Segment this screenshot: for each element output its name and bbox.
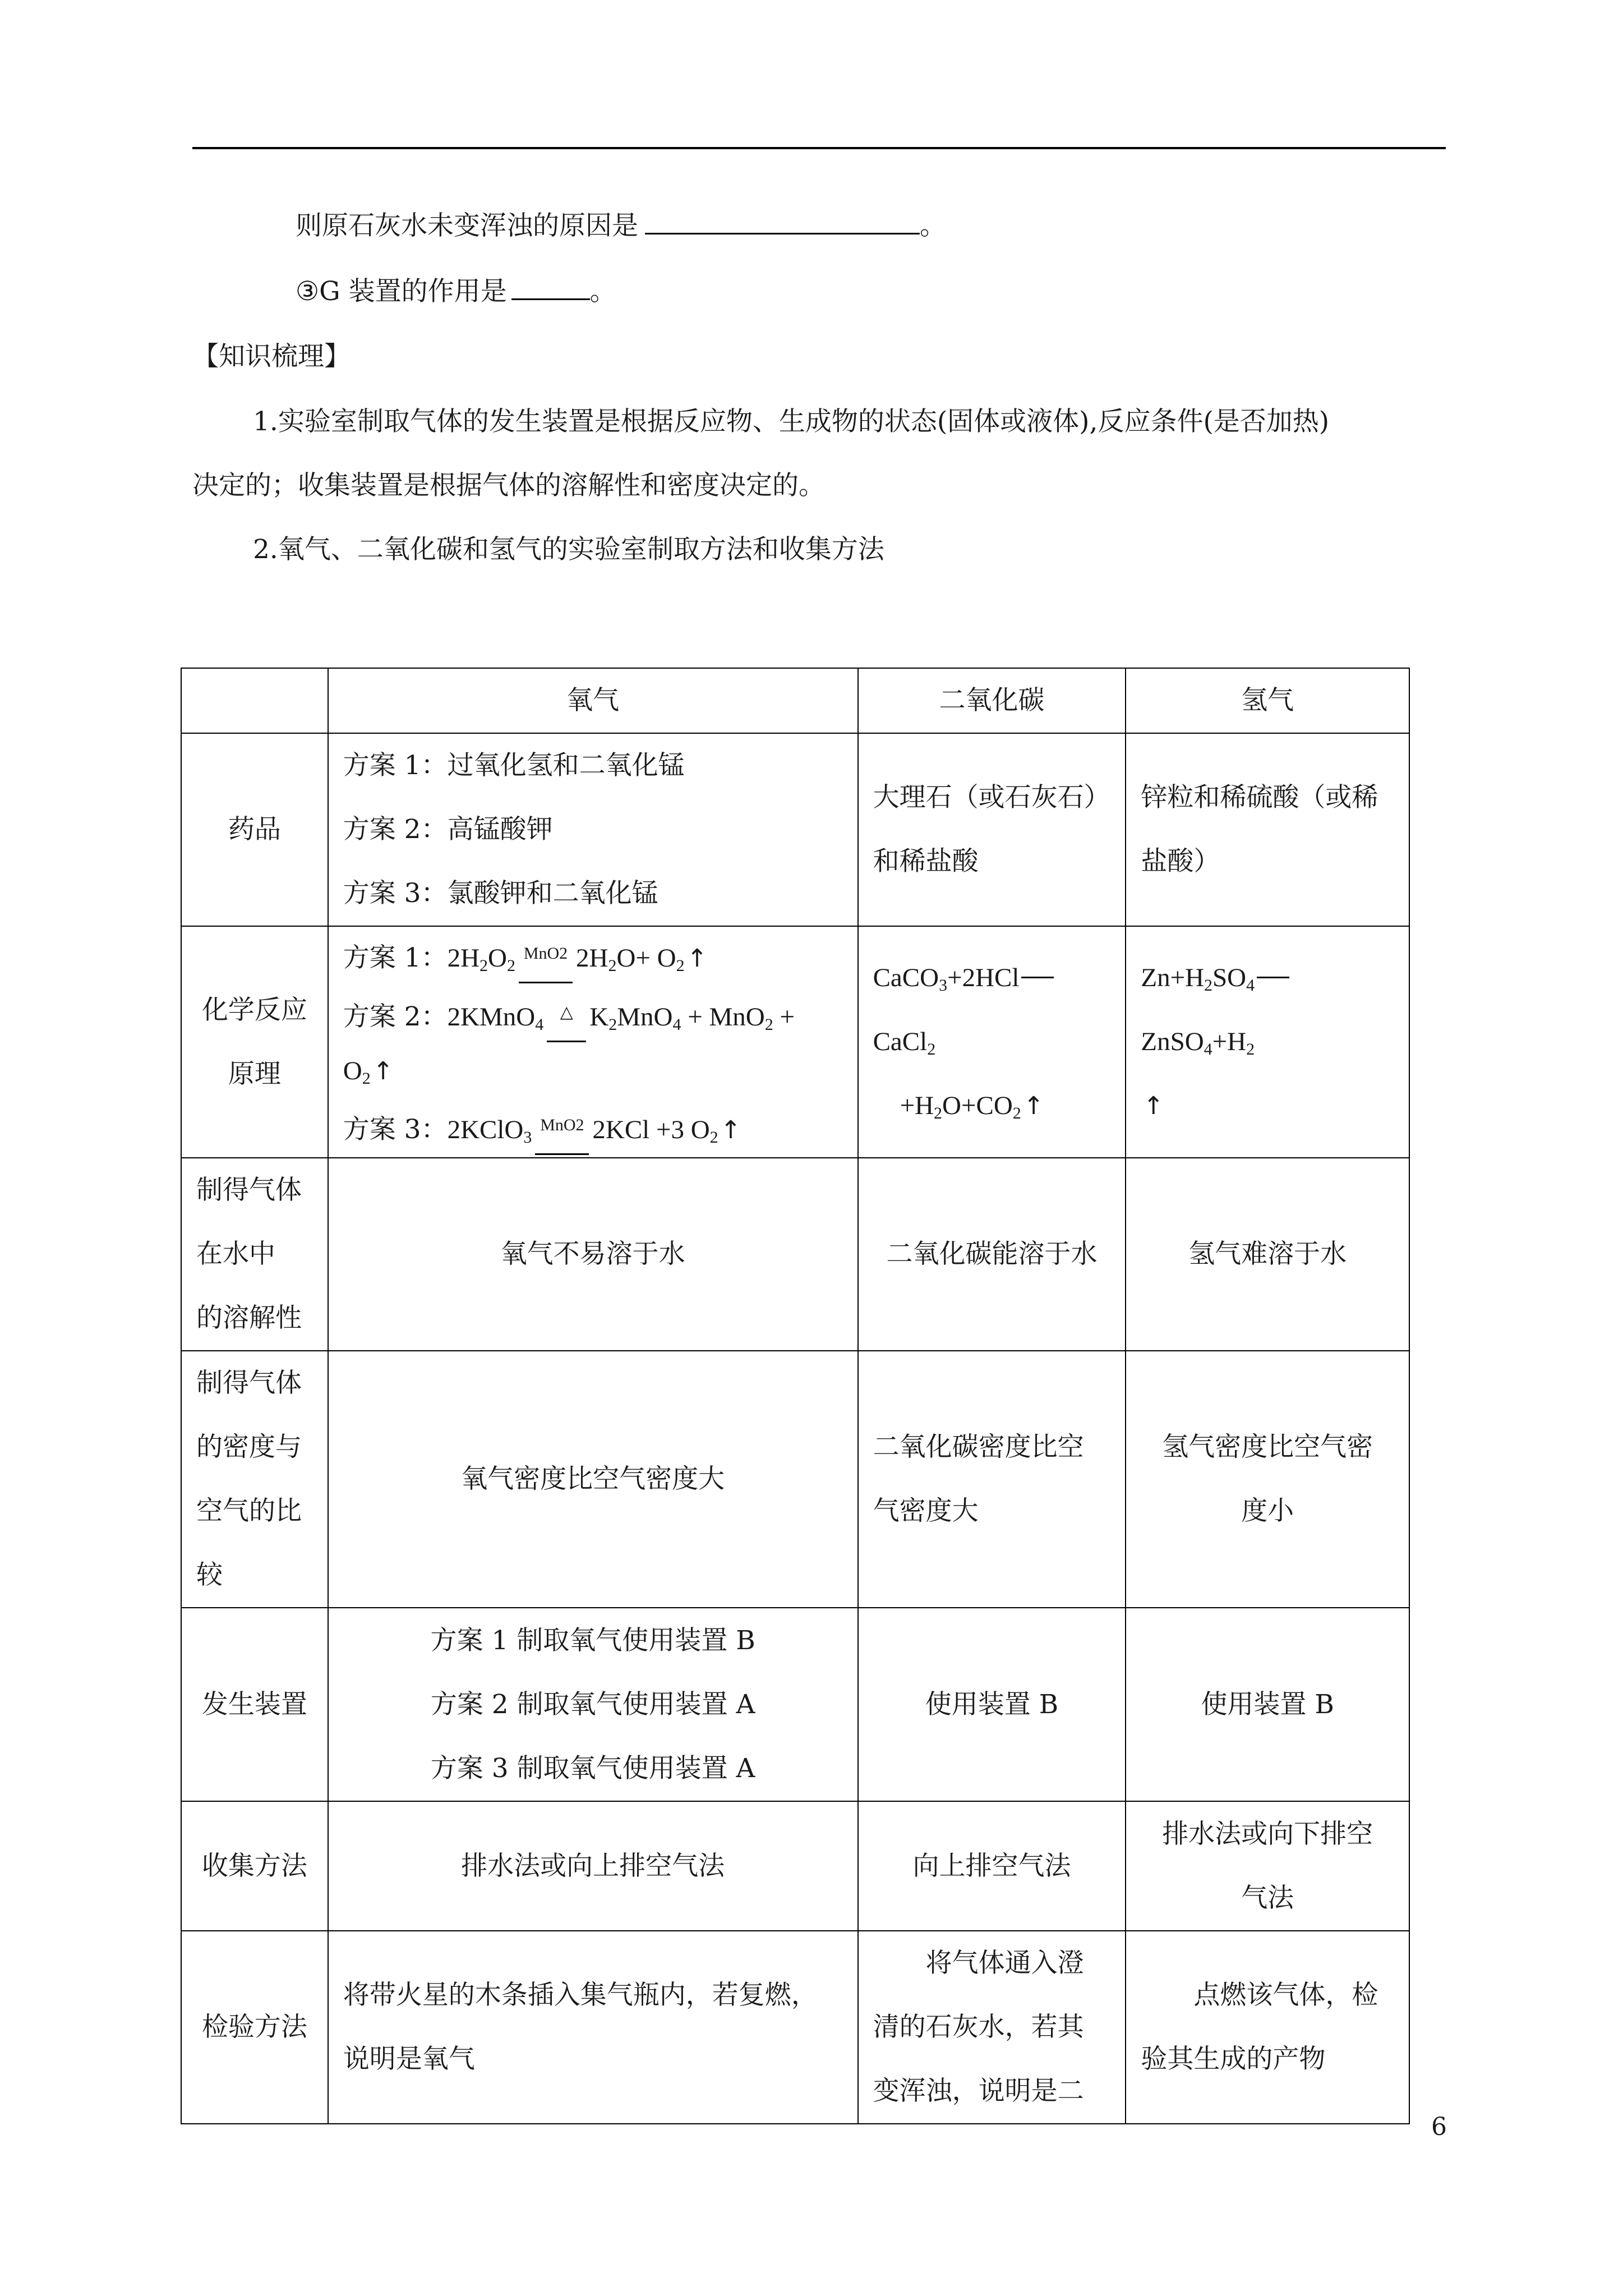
- gas-arrow-icon: ↑: [720, 1116, 741, 1144]
- density-oxygen: 氧气密度比空气密度大: [328, 1351, 858, 1608]
- table-row-solubility: [181, 1158, 1409, 1351]
- equation-plan-3: 方案 3：2KClO$_3$MnO2 2KCl +3 $O_2↑$: [343, 1098, 843, 1157]
- answer-blank-2[interactable]: [511, 275, 590, 300]
- table-row-drugs: [181, 733, 1409, 926]
- answer-blank-1[interactable]: [645, 209, 920, 234]
- equation-plan-2: 方案 2：2KMnO$_4$△ $K_2MnO_4 + MnO_2$ + $O_2↑$: [343, 1001, 795, 1088]
- test-hydrogen: 点燃该气体，检 验其生成的产物: [1126, 1931, 1409, 2124]
- question-line-2: ③G 装置的作用是 。: [296, 276, 616, 307]
- row-label-drugs: 药品: [181, 733, 328, 926]
- header-carbon-dioxide: 二氧化碳: [858, 668, 1126, 733]
- table-row-test: [181, 1931, 1409, 2124]
- header-empty-cell: [181, 668, 328, 733]
- row-label-test: 检验方法: [181, 1931, 328, 2124]
- collection-hydrogen: 排水法或向下排空 气法: [1126, 1801, 1409, 1931]
- collection-oxygen: 排水法或向上排空气法: [328, 1801, 858, 1931]
- header-oxygen: 氧气: [328, 668, 858, 733]
- density-hydrogen: 氢气密度比空气密 度小: [1126, 1351, 1409, 1608]
- drugs-carbon-dioxide: 大理石（或石灰石） 和稀盐酸: [858, 733, 1126, 926]
- drugs-oxygen: 方案 1：过氧化氢和二氧化锰 方案 2：高锰酸钾 方案 3：氯酸钾和二氧化锰: [328, 733, 858, 926]
- paragraph-1-line-2: 决定的；收集装置是根据气体的溶解性和密度决定的。: [192, 470, 825, 501]
- test-oxygen: 将带火星的木条插入集气瓶内，若复燃， 说明是氧气: [328, 1931, 858, 2124]
- reaction-carbon-dioxide: CaCO$_3$+2HClCaCl$_2$ $+H_2O+CO_2↑$: [858, 926, 1126, 1158]
- solubility-oxygen: 氧气不易溶于水: [328, 1158, 858, 1351]
- gas-arrow-icon: ↑: [1143, 1092, 1164, 1120]
- density-carbon-dioxide: 二氧化碳密度比空 气密度大: [858, 1351, 1126, 1608]
- paragraph-1-line-1: 1.实验室制取气体的发生装置是根据反应物、生成物的状态(固体或液体),反应条件(是否加热): [253, 406, 1330, 437]
- gas-arrow-icon: ↑: [1023, 1092, 1044, 1120]
- reaction-hydrogen: $Zn+H_2SO_4ZnSO_4+H_2$ ↑: [1126, 926, 1409, 1158]
- question-line-1: 则原石灰水未变浑浊的原因是 。: [296, 210, 946, 241]
- row-label-density: 制得气体 的密度与 空气的比 较: [181, 1351, 328, 1608]
- solubility-hydrogen: 氢气难溶于水: [1126, 1158, 1409, 1351]
- table-row-apparatus: [181, 1608, 1409, 1801]
- row-label-collection: 收集方法: [181, 1801, 328, 1931]
- row-label-reaction: 化学反应 原理: [181, 926, 328, 1158]
- header-hydrogen: 氢气: [1126, 668, 1409, 733]
- collection-carbon-dioxide: 向上排空气法: [858, 1801, 1126, 1931]
- test-carbon-dioxide: 将气体通入澄 清的石灰水，若其 变浑浊，说明是二: [858, 1931, 1126, 2124]
- gas-arrow-icon: ↑: [372, 1057, 394, 1085]
- paragraph-2: 2.氧气、二氧化碳和氢气的实验室制取方法和收集方法: [253, 534, 884, 565]
- row-label-solubility: 制得气体 在水中 的溶解性: [181, 1158, 328, 1351]
- apparatus-carbon-dioxide: 使用装置 B: [858, 1608, 1126, 1801]
- heat-triangle-icon: △: [560, 1003, 573, 1022]
- table-row-density: [181, 1351, 1409, 1608]
- apparatus-hydrogen: 使用装置 B: [1126, 1608, 1409, 1801]
- gas-arrow-icon: ↑: [686, 944, 708, 973]
- solubility-carbon-dioxide: 二氧化碳能溶于水: [858, 1158, 1126, 1351]
- gas-preparation-table: [181, 668, 1410, 2124]
- table-row-collection: [181, 1801, 1409, 1931]
- row-label-apparatus: 发生装置: [181, 1608, 328, 1801]
- drugs-hydrogen: 锌粒和稀硫酸（或稀 盐酸）: [1126, 733, 1409, 926]
- table-row-reaction: [181, 926, 1409, 1158]
- apparatus-oxygen: 方案 1 制取氧气使用装置 B 方案 2 制取氧气使用装置 A 方案 3 制取氧气使用装置 A: [328, 1608, 858, 1801]
- reaction-oxygen: [328, 926, 858, 1158]
- header-rule: [192, 147, 1446, 149]
- section-title: 【知识梳理】: [192, 341, 351, 372]
- table-header-row: [181, 668, 1409, 733]
- page-number: 6: [1431, 2113, 1447, 2141]
- equation-plan-1: 方案 1：$2H_2O_2MnO2$ $2H_2O+$ $O_2↑$: [343, 927, 843, 986]
